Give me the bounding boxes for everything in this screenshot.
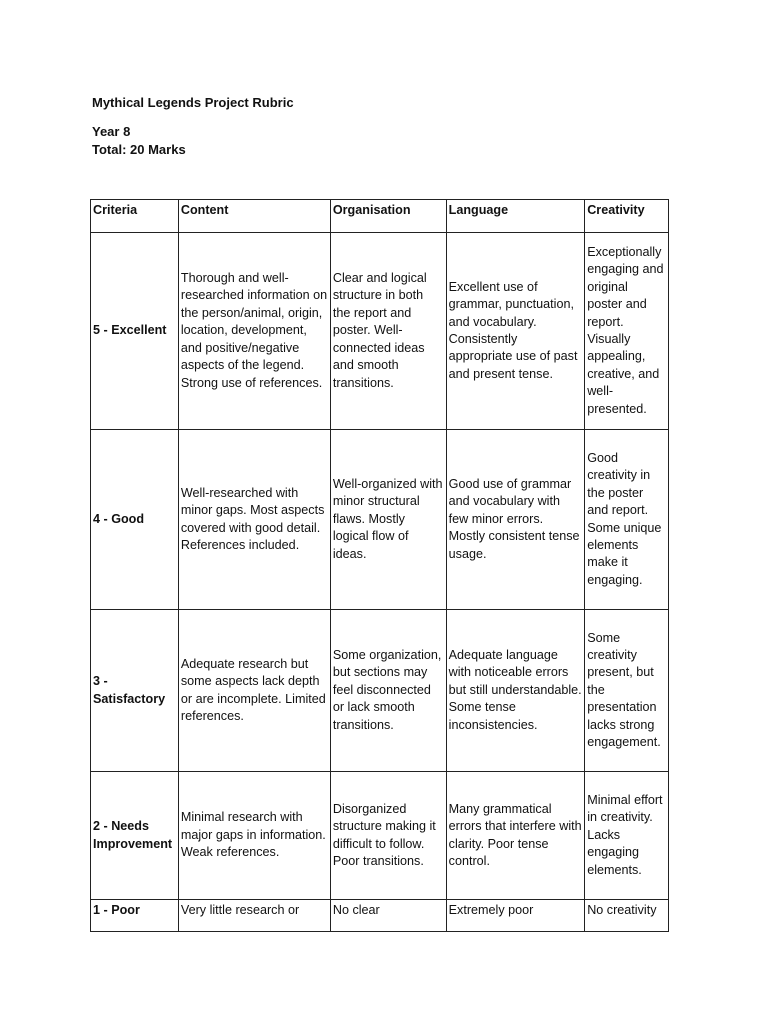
organisation-cell: Some organization, but sections may feel disconnected or lack smooth transitions.	[330, 610, 446, 772]
creativity-cell: No creativity	[585, 900, 669, 932]
language-cell: Excellent use of grammar, punctuation, and vocabulary. Consistently appropriate use of past and present tense.	[446, 233, 585, 430]
language-text-2: Some tense inconsistencies.	[448, 700, 538, 732]
language-text: Adequate language with noticeable errors but still understandable.	[448, 647, 582, 697]
table-row	[91, 900, 669, 932]
organisation-cell: Clear and logical structure in both the report and poster. Well-connected ideas and smooth transitions.	[330, 233, 446, 430]
content-cell: Very little research or	[178, 900, 330, 932]
document-title: Mythical Legends Project Rubric	[92, 95, 294, 110]
header-language: Language	[446, 200, 585, 233]
criteria-cell: 3 - Satisfactory	[91, 610, 179, 772]
table-row	[91, 772, 669, 900]
creativity-cell: Minimal effort in creativity. Lacks engaging elements.	[585, 772, 669, 900]
creativity-cell: Good creativity in the poster and report. Some unique elements make it engaging.	[585, 430, 669, 610]
total-marks-label: Total: 20 Marks	[92, 142, 186, 157]
criteria-cell: 2 - Needs Improvement	[91, 772, 179, 900]
content-cell: Minimal research with major gaps in information. Weak references.	[178, 772, 330, 900]
table-header-row	[91, 200, 669, 233]
table-row	[91, 233, 669, 430]
content-cell: Well-researched with minor gaps. Most aspects covered with good detail. References included.	[178, 430, 330, 610]
creativity-cell: Some creativity present, but the presentation lacks strong engagement.	[585, 610, 669, 772]
header-creativity: Creativity	[585, 200, 669, 233]
organisation-cell: Disorganized structure making it difficult to follow. Poor transitions.	[330, 772, 446, 900]
content-cell: Adequate research but some aspects lack depth or are incomplete. Limited references.	[178, 610, 330, 772]
year-label: Year 8	[92, 124, 131, 139]
header-organisation: Organisation	[330, 200, 446, 233]
language-cell: Many grammatical errors that interfere with clarity. Poor tense control.	[446, 772, 585, 900]
table-row	[91, 610, 669, 772]
table-row	[91, 430, 669, 610]
language-cell: Good use of grammar and vocabulary with few minor errors. Mostly consistent tense usage.	[446, 430, 585, 610]
criteria-cell: 1 - Poor	[91, 900, 179, 932]
language-cell: Extremely poor	[446, 900, 585, 932]
header-criteria: Criteria	[91, 200, 179, 233]
header-content: Content	[178, 200, 330, 233]
creativity-cell: Exceptionally engaging and original poster and report. Visually appealing, creative, and well-presented.	[585, 233, 669, 430]
organisation-cell: Well-organized with minor structural flaws. Mostly logical flow of ideas.	[330, 430, 446, 610]
organisation-cell: No clear	[330, 900, 446, 932]
content-cell: Thorough and well-researched information on the person/animal, origin, location, development, and positive/negative aspects of the legend. Strong use of references.	[178, 233, 330, 430]
language-cell	[446, 610, 585, 772]
criteria-cell: 4 - Good	[91, 430, 179, 610]
rubric-table	[90, 199, 669, 932]
criteria-cell: 5 - Excellent	[91, 233, 179, 430]
